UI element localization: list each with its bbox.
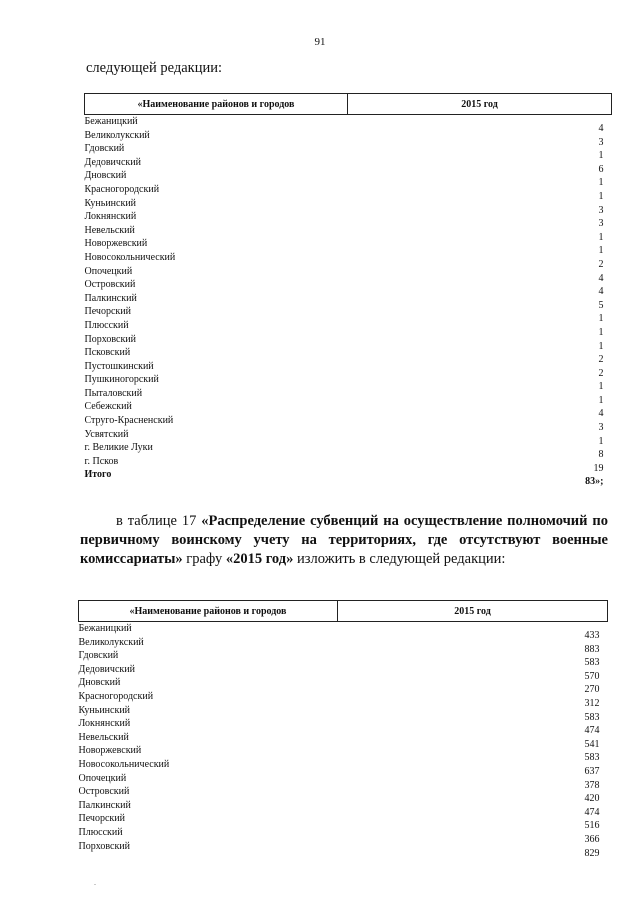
district-name: Островский [84, 279, 136, 291]
scan-speck: . [94, 878, 96, 887]
subsidy-value: 19 [593, 462, 604, 474]
total-label: Итого [84, 469, 112, 481]
subsidy-value: 366 [584, 833, 600, 845]
subsidy-value: 1 [598, 313, 604, 325]
district-name: Плюсский [78, 826, 123, 838]
district-name: Новосокольнический [84, 251, 176, 263]
district-name: Новосокольнический [78, 758, 170, 770]
paragraph-year: «2015 год» [225, 551, 294, 567]
district-name: Бежаницкий [84, 116, 138, 127]
table2-body [78, 622, 608, 859]
table-row [79, 622, 608, 636]
subsidy-value: 2 [598, 367, 604, 379]
subsidy-value: 8 [598, 449, 604, 461]
subsidy-value: 1 [598, 177, 604, 189]
subsidy-value: 474 [584, 806, 600, 818]
district-name: Дедовичский [78, 663, 135, 675]
subsidy-value: 2 [598, 258, 604, 270]
subsidy-value: 4 [598, 408, 604, 420]
table1-body [84, 115, 612, 488]
amendment-paragraph [80, 512, 608, 569]
intro-line: следующей редакции: [86, 60, 223, 76]
district-name: Великолукский [84, 129, 150, 141]
subsidy-table-1 [84, 93, 612, 488]
subsidy-value: 312 [584, 697, 600, 709]
total-value: 83»; [585, 476, 604, 488]
table2-header-row [79, 601, 608, 622]
table2-col-year-header: 2015 год [338, 601, 608, 622]
subsidy-value: 1 [598, 381, 604, 393]
district-name: Плюсский [84, 319, 129, 331]
district-name: Невельский [84, 224, 135, 236]
table1-header-row [85, 94, 612, 115]
district-name: Пыталовский [84, 387, 143, 399]
paragraph-table-title: «Распределение субвенций на осуществление полномочий по первичному воинскому учету на территориях, где отсутствуют военные комиссариаты» [80, 513, 608, 567]
district-name: Опочецкий [78, 772, 127, 784]
subsidy-value: 637 [584, 765, 600, 777]
district-name: Порховский [78, 840, 131, 852]
subsidy-table-2 [78, 600, 608, 859]
district-name: Себежский [84, 401, 132, 413]
district-name: Усвятский [84, 428, 129, 440]
district-name: Великолукский [78, 636, 144, 648]
subsidy-value: 4 [598, 123, 604, 134]
district-name: Дновский [84, 170, 127, 182]
district-name: Новоржевский [84, 238, 148, 250]
subsidy-value: 474 [584, 725, 600, 737]
paragraph-suffix: изложить в следующей редакции: [293, 551, 506, 567]
subsidy-value: 1 [598, 190, 604, 202]
district-name: Гдовский [84, 143, 125, 155]
district-name: Псковский [84, 347, 131, 359]
subsidy-value: 1 [598, 340, 604, 352]
district-name: Пустошкинский [84, 360, 154, 372]
district-name: Новоржевский [78, 745, 142, 757]
table1-col-year-header: 2015 год [348, 94, 612, 115]
subsidy-value: 378 [584, 779, 600, 791]
subsidy-value: 4 [598, 286, 604, 298]
subsidy-value: 883 [584, 643, 600, 655]
table2-col-name-header: «Наименование районов и городов [79, 601, 338, 622]
district-name: Палкинский [84, 292, 137, 304]
subsidy-value: 433 [584, 630, 600, 641]
subsidy-value: 583 [584, 752, 600, 764]
subsidy-value: 3 [598, 204, 604, 216]
district-name: Дедовичский [84, 156, 141, 168]
subsidy-value: 3 [598, 136, 604, 148]
subsidy-value: 1 [598, 245, 604, 257]
district-name: Гдовский [78, 650, 119, 662]
subsidy-value: 516 [584, 820, 600, 832]
subsidy-value: 570 [584, 670, 600, 682]
district-name: Порховский [84, 333, 137, 345]
subsidy-value: 583 [584, 711, 600, 723]
paragraph-middle: графу [182, 551, 226, 567]
district-name: Бежаницкий [78, 623, 132, 634]
district-name: Красногородский [84, 183, 160, 195]
district-name: Печорский [84, 306, 131, 318]
district-name: Невельский [78, 731, 129, 743]
subsidy-value: 541 [584, 738, 600, 750]
paragraph-prefix: в таблице 17 [116, 513, 202, 529]
subsidy-value: 3 [598, 422, 604, 434]
subsidy-value: 583 [584, 657, 600, 669]
district-name: Опочецкий [84, 265, 133, 277]
subsidy-value: 4 [598, 272, 604, 284]
district-name: Красногородский [78, 690, 154, 702]
subsidy-value: 420 [584, 793, 600, 805]
subsidy-value: 1 [598, 326, 604, 338]
district-name: г. Псков [84, 455, 119, 467]
subsidy-value: 270 [584, 684, 600, 696]
subsidy-value: 829 [584, 847, 600, 859]
district-name: Куньинский [78, 704, 131, 716]
subsidy-value: 1 [598, 231, 604, 243]
district-name: Пушкиногорский [84, 374, 159, 386]
district-name: Куньинский [84, 197, 137, 209]
district-name: Дновский [78, 677, 121, 689]
district-name: Печорский [78, 813, 125, 825]
district-name: Локнянский [84, 211, 137, 223]
subsidy-value: 1 [598, 150, 604, 162]
district-name: Локнянский [78, 718, 131, 730]
subsidy-value: 3 [598, 218, 604, 230]
subsidy-value: 1 [598, 394, 604, 406]
district-name: г. Великие Луки [84, 442, 153, 454]
district-name: Островский [78, 786, 130, 798]
subsidy-value: 1 [598, 435, 604, 447]
subsidy-value: 6 [598, 163, 604, 175]
table1-col-name-header: «Наименование районов и городов [85, 94, 348, 115]
table-row [85, 115, 612, 129]
subsidy-value: 5 [598, 299, 604, 311]
subsidy-value: 2 [598, 354, 604, 366]
page-number: 91 [314, 36, 326, 48]
district-name: Струго-Красненский [84, 415, 174, 427]
district-name: Палкинский [78, 799, 131, 811]
